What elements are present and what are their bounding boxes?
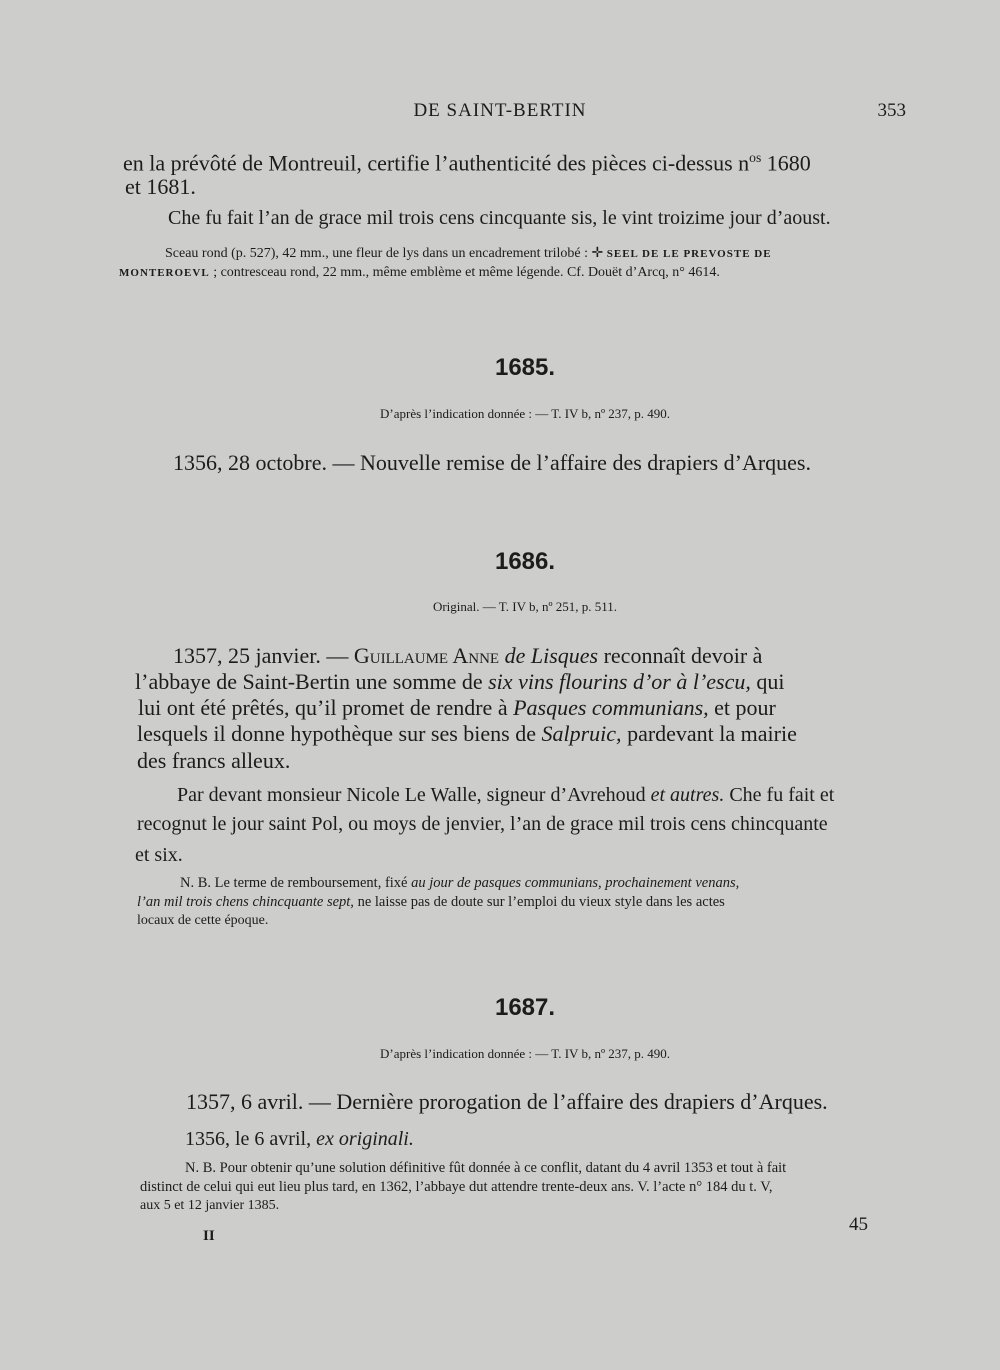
source-1687: D’après l’indication donnée : — T. IV b, nº 237, p. 490. [380,1046,670,1061]
entry-1686-quote-1: Par devant monsieur Nicole Le Walle, signeur d’Avrehoud et autres. Che fu fait et [177,784,835,806]
entry-1686-quote-3: et six. [135,844,183,866]
source-1685: D’après l’indication donnée : — T. IV b, nº 237, p. 490. [380,406,670,421]
entry-1687-original: 1356, le 6 avril, ex originali. [185,1128,414,1150]
entry-number-1685: 1685. [494,354,556,381]
entry-1686-line-1: 1357, 25 janvier. — Guillaume Anne de Lisques reconnaît devoir à [173,643,763,668]
continuation-quote: Che fu fait l’an de grace mil trois cens cincquante sis, le vint troizime jour d’aoust. [168,207,831,229]
sheet-number: 45 [849,1214,868,1235]
entry-1687-note-3: aux 5 et 12 janvier 1385. [140,1198,280,1213]
entry-1687-summary: 1357, 6 avril. — Dernière prorogation de l’affaire des drapiers d’Arques. [186,1089,828,1114]
entry-number-1686: 1686. [494,548,556,575]
entry-1687-note-2: distinct de celui qui eut lieu plus tard, en 1362, l’abbaye dut attendre trente-deux ans. V. l’acte n° 184 du t. V, [140,1179,773,1195]
source-1686: Original. — T. IV b, nº 251, p. 511. [432,599,618,614]
continuation-line-1: en la prévôté de Montreuil, certifie l’authenticité des pièces ci-dessus $n^{os}$ 1680 [123,150,811,176]
signature-mark: II [203,1228,215,1244]
entry-1686-note-2: l’an mil trois chens chincquante sept, ne laisse pas de doute sur l’emploi du vieux style dans les actes [137,894,725,910]
entry-1687-note-1: N. B. Pour obtenir qu’une solution définitive fût donnée à ce conflit, datant du 4 avril 1353 et tout à fait [185,1160,787,1176]
running-title: DE SAINT-BERTIN [413,100,587,121]
page-number: 353 [877,100,906,121]
entry-1685-summary: 1356, 28 octobre. — Nouvelle remise de l’affaire des drapiers d’Arques. [173,450,811,475]
entry-1686-note-1: N. B. Le terme de remboursement, fixé au jour de pasques communians, prochainement venans, [180,875,740,891]
entry-number-1687: 1687. [494,994,556,1021]
entry-1686-quote-2: recognut le jour saint Pol, ou moys de jenvier, l’an de grace mil trois cens chincquante [137,813,828,835]
continuation-line-2: et 1681. [125,174,196,199]
entry-1686-line-5: des francs alleux. [137,748,291,773]
seal-description: Sceau rond (p. 527), 42 mm., une fleur de lys dans un encadrement trilobé : ✛ SEEL DE LE PREVOSTE DE [165,246,772,261]
entry-1686-line-2: l’abbaye de Saint-Bertin une somme de six vins flourins d’or à l’escu, qui [135,669,785,694]
entry-1686-line-4: lesquels il donne hypothèque sur ses biens de Salpruic, pardevant la mairie [137,721,797,746]
entry-1686-line-3: lui ont été prêtés, qu’il promet de rendre à Pasques communians, et pour [138,695,776,720]
entry-1686-note-3: locaux de cette époque. [137,913,269,928]
seal-description-2: MONTEROEVL ; contresceau rond, 22 mm., même emblème et même légende. Cf. Douët d’Arcq, n° 4614. [119,265,720,280]
